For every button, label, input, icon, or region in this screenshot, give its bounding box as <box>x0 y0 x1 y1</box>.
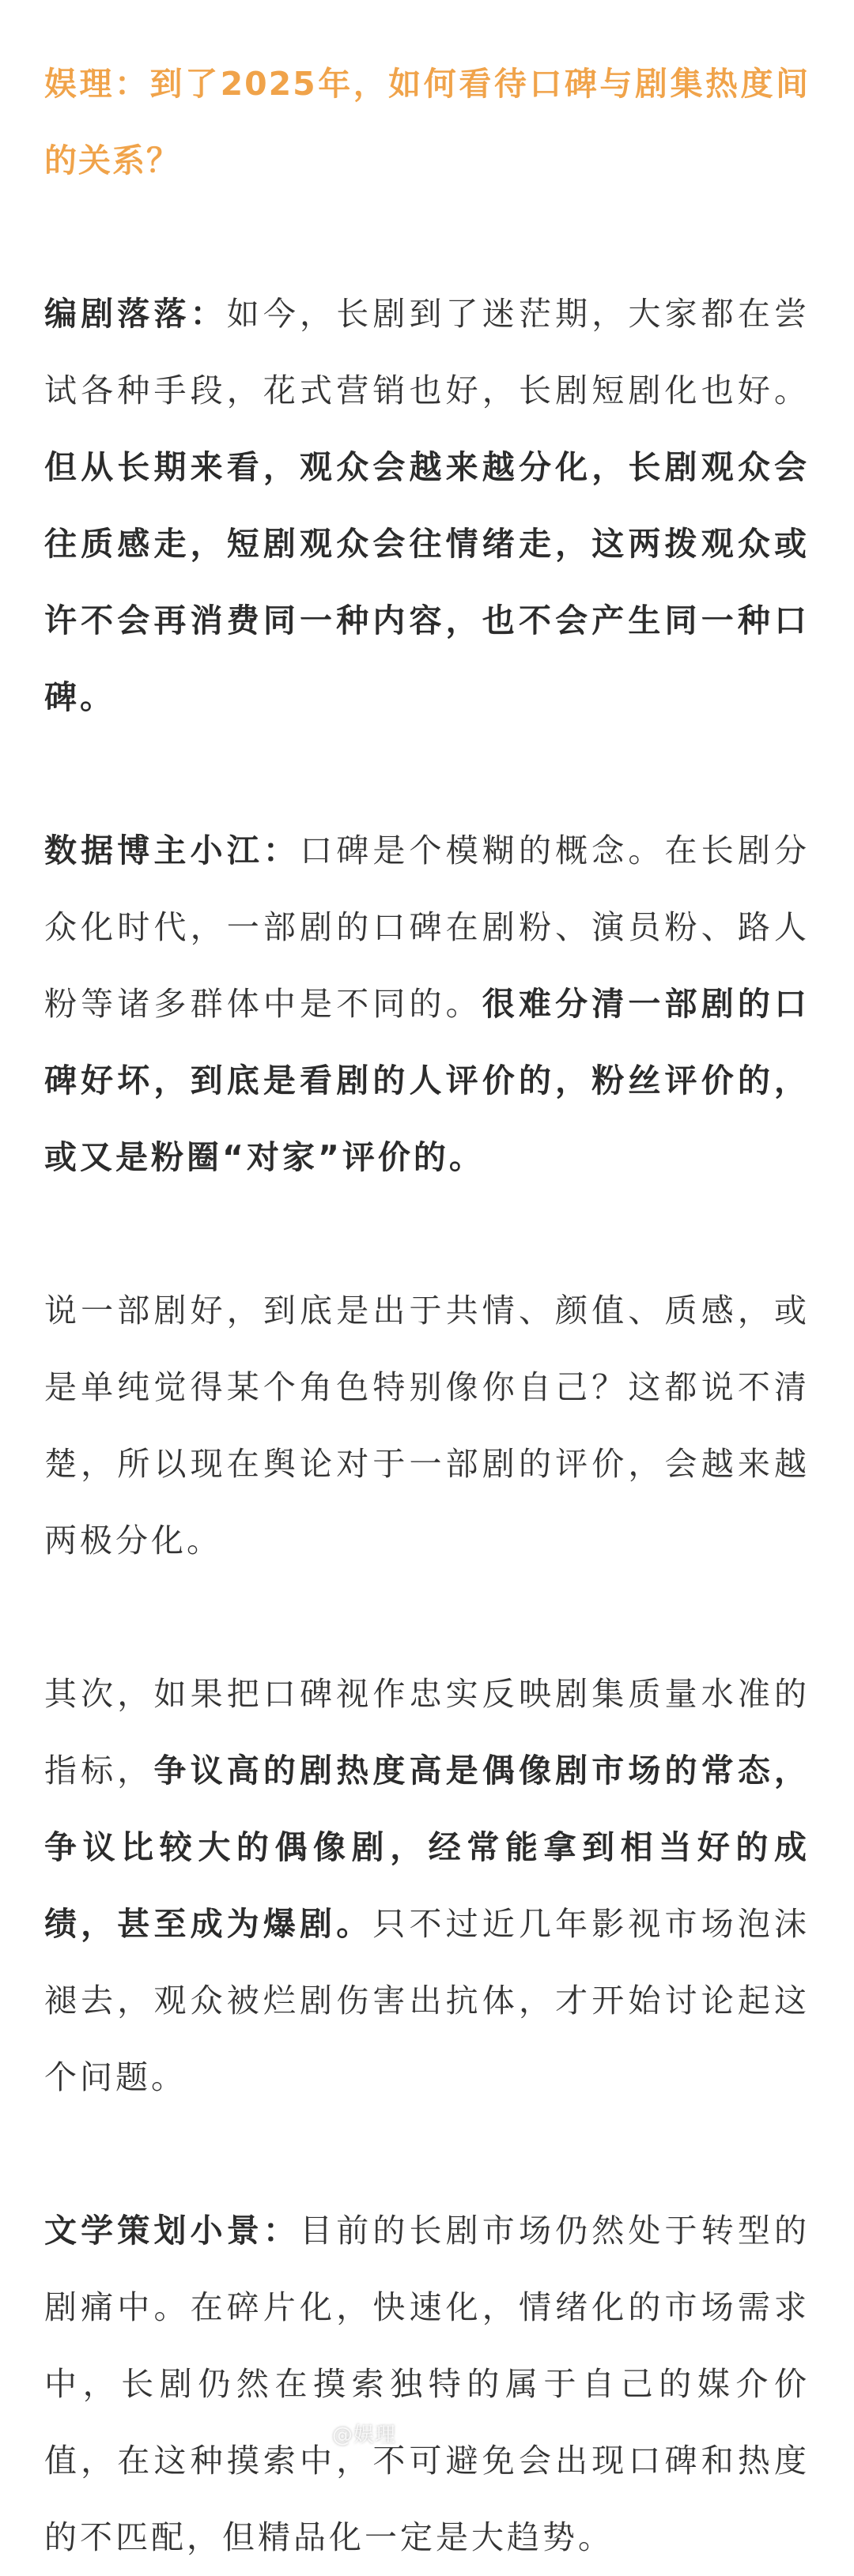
emphasized-text: 争议高的剧热度高是偶像剧市场的常态，争议比较大的偶像剧，经常能拿到相当好的成绩，甚至成为爆剧。 <box>44 1752 811 1943</box>
paragraph-gap <box>44 2116 810 2193</box>
paragraph-text: 只不过近几年影视市场泡沫褪去，观众被烂剧伤害出抗体，才开始讨论起这个问题。 <box>44 1905 811 2096</box>
question-heading <box>44 46 810 199</box>
answer-paragraph-secondly <box>44 1656 810 2116</box>
speaker-name: 文学策划小景： <box>44 2212 300 2250</box>
paragraph-gap <box>44 736 810 813</box>
answer-paragraph-literary-planner <box>44 2193 810 2576</box>
answer-paragraph-screenwriter <box>44 276 810 736</box>
paragraph-gap <box>44 199 810 276</box>
answer-paragraph-data-blogger <box>44 813 810 1196</box>
paragraph-text: 说一部剧好，到底是出于共情、颜值、质感，或是单纯觉得某个角色特别像你自己？这都说不清楚，所以现在舆论对于一部剧的评价，会越来越两极分化。 <box>44 1292 810 1560</box>
speaker-name: 编剧落落： <box>44 295 227 333</box>
paragraph-gap <box>44 1579 810 1656</box>
speaker-name: 数据博主小江： <box>44 832 300 869</box>
paragraph-text: 其次，如果把口碑视作忠实反映剧集质量水准的指标， <box>44 1675 810 1790</box>
paragraph-text: 目前的长剧市场仍然处于转型的剧痛中。在碎片化，快速化，情绪化的市场需求中，长剧仍然在摸索独特的属于自己的媒介价值，在这种摸索中，不可避免会出现口碑和热度的不匹配，但精品化一定是大趋势。 <box>44 2212 811 2556</box>
answer-paragraph-continuation <box>44 1273 810 1579</box>
emphasized-text: 但从长期来看，观众会越来越分化，长剧观众会往质感走，短剧观众会往情绪走，这两拨观众或许不会再消费同一种内容，也不会产生同一种口碑。 <box>44 448 810 716</box>
weibo-watermark: @娱理 <box>332 2423 397 2447</box>
emphasized-text: 很难分清一部剧的口碑好坏，到底是看剧的人评价的，粉丝评价的，或又是粉圈“对家”评价的。 <box>44 985 811 1176</box>
paragraph-text: 口碑是个模糊的概念。在长剧分众化时代，一部剧的口碑在剧粉、演员粉、路人粉等诸多群体中是不同的。 <box>44 832 811 1023</box>
paragraph-gap <box>44 1196 810 1273</box>
question-text: 娱理：到了2025年，如何看待口碑与剧集热度间的关系？ <box>44 65 810 179</box>
paragraph-text: 如今，长剧到了迷茫期，大家都在尝试各种手段，花式营销也好，长剧短剧化也好。 <box>44 295 810 409</box>
